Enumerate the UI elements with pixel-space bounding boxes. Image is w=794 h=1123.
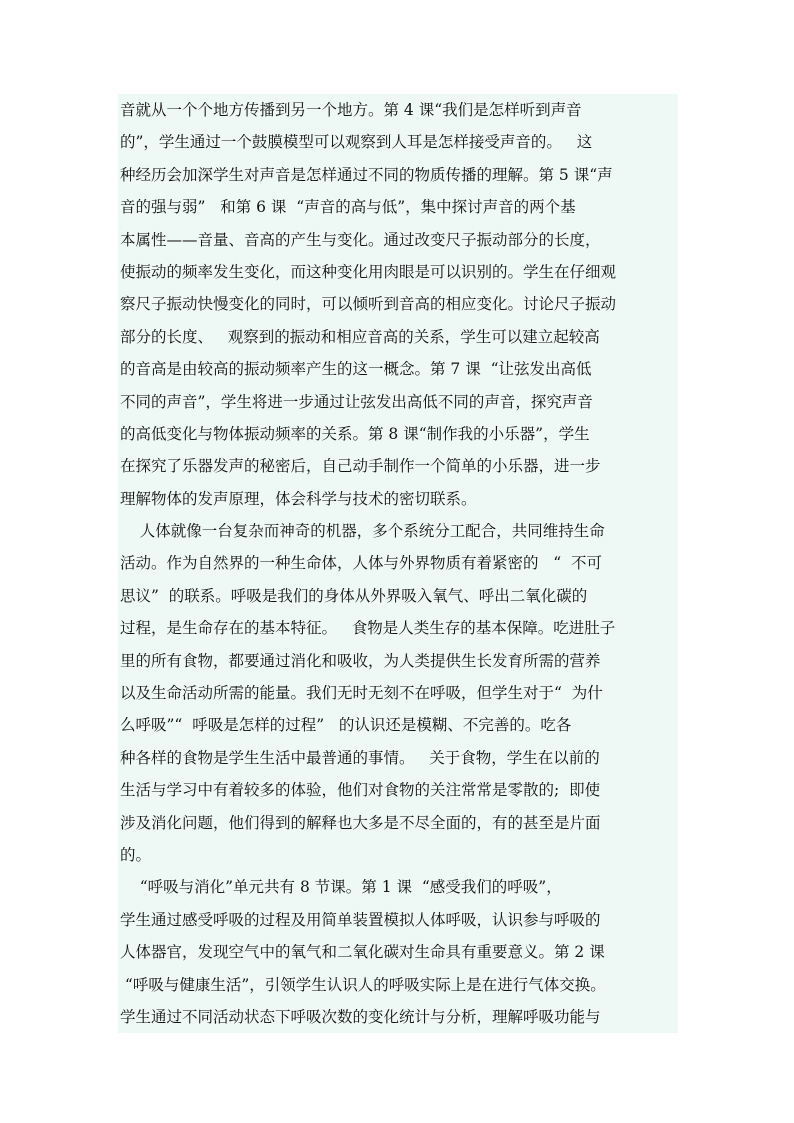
text-line: 察尺子振动快慢变化的同时，可以倾听到音高的相应变化。讨论尺子振动 (118, 288, 678, 320)
text-line: 的高低变化与物体振动频率的关系。第 8 课“制作我的小乐器”，学生 (118, 418, 678, 450)
text-line: 音的强与弱” 和第 6 课 “声音的高与低”，集中探讨声音的两个基 (118, 191, 678, 223)
text-line: 学生通过不同活动状态下呼吸次数的变化统计与分析，理解呼吸功能与 (118, 1001, 678, 1033)
body-text (118, 94, 678, 1033)
text-line: 人体器官，发现空气中的氧气和二氧化碳对生命具有重要意义。第 2 课 (118, 936, 678, 968)
text-line: 的”，学生通过一个鼓膜模型可以观察到人耳是怎样接受声音的。 这 (118, 126, 678, 158)
text-line: 不同的声音”，学生将进一步通过让弦发出高低不同的声音，探究声音 (118, 386, 678, 418)
text-line: “呼吸与健康生活”，引领学生认识人的呼吸实际上是在进行气体交换。 (118, 969, 678, 1001)
text-line: 人体就像一台复杂而神奇的机器，多个系统分工配合，共同维持生命 (118, 515, 678, 547)
text-line: 么呼吸”“ 呼吸是怎样的过程” 的认识还是模糊、不完善的。吃各 (118, 709, 678, 741)
text-line: “呼吸与消化”单元共有 8 节课。第 1 课 “感受我们的呼吸”， (118, 871, 678, 903)
text-line: 种各样的食物是学生生活中最普通的事情。 关于食物，学生在以前的 (118, 742, 678, 774)
text-line: 涉及消化问题，他们得到的解释也大多是不尽全面的，有的甚至是片面 (118, 807, 678, 839)
text-line: 本属性——音量、音高的产生与变化。通过改变尺子振动部分的长度， (118, 224, 678, 256)
text-line: 以及生命活动所需的能量。我们无时无刻不在呼吸，但学生对于“ 为什 (118, 677, 678, 709)
text-line: 使振动的频率发生变化，而这种变化用肉眼是可以识别的。学生在仔细观 (118, 256, 678, 288)
text-line: 过程，是生命存在的基本特征。 食物是人类生存的基本保障。吃进肚子 (118, 612, 678, 644)
text-line: 思议” 的联系。呼吸是我们的身体从外界吸入氧气、呼出二氧化碳的 (118, 580, 678, 612)
text-line: 理解物体的发声原理，体会科学与技术的密切联系。 (118, 483, 678, 515)
text-line: 音就从一个个地方传播到另一个地方。第 4 课“我们是怎样听到声音 (118, 94, 678, 126)
text-line: 活动。作为自然界的一种生命体，人体与外界物质有着紧密的 “ 不可 (118, 547, 678, 579)
text-line: 种经历会加深学生对声音是怎样通过不同的物质传播的理解。第 5 课“声 (118, 159, 678, 191)
text-line: 学生通过感受呼吸的过程及用简单装置模拟人体呼吸，认识参与呼吸的 (118, 904, 678, 936)
text-line: 的。 (118, 839, 678, 871)
text-line: 部分的长度、 观察到的振动和相应音高的关系，学生可以建立起较高 (118, 321, 678, 353)
text-line: 里的所有食物，都要通过消化和吸收，为人类提供生长发育所需的营养 (118, 645, 678, 677)
text-line: 生活与学习中有着较多的体验，他们对食物的关注常常是零散的; 即使 (118, 774, 678, 806)
text-line: 的音高是由较高的振动频率产生的这一概念。第 7 课 “让弦发出高低 (118, 353, 678, 385)
text-line: 在探究了乐器发声的秘密后，自己动手制作一个简单的小乐器，进一步 (118, 450, 678, 482)
